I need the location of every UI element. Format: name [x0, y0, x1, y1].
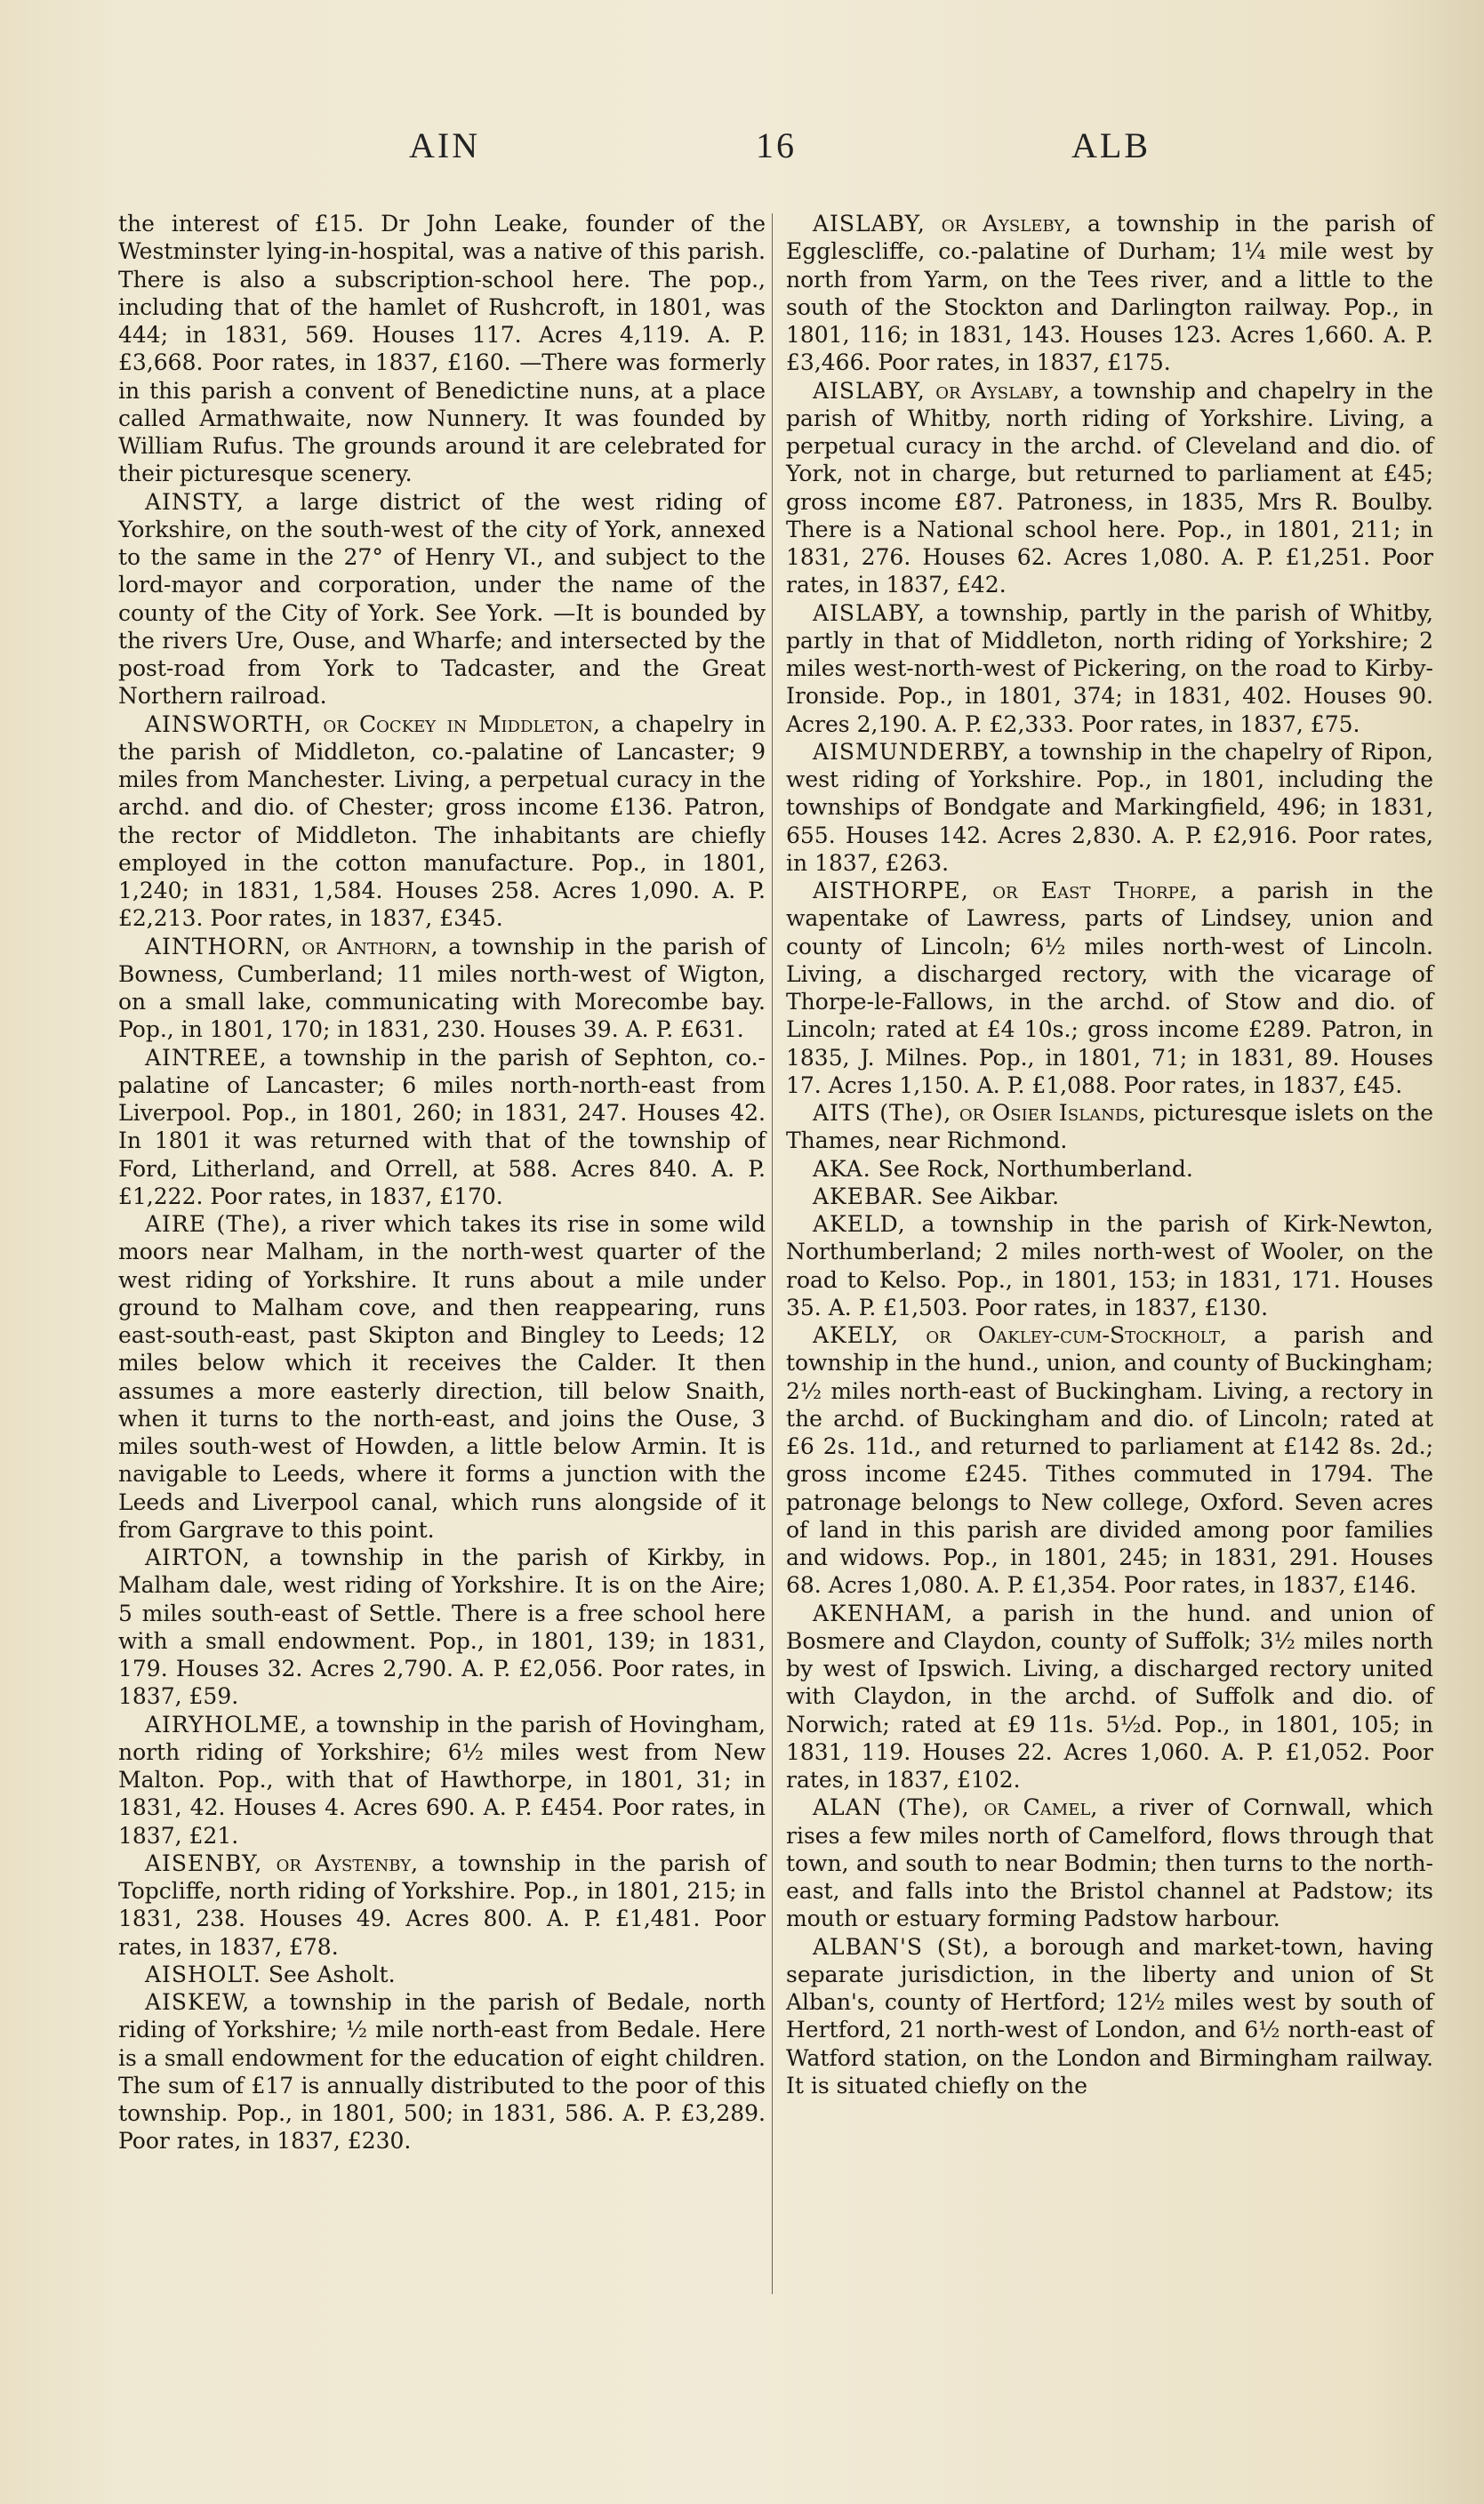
gazetteer-entry — [118, 1044, 766, 1211]
entry-text: a borough and market-town, having separate jurisdiction, in the liberty and union of St Alban's, county of Hertford; 12½ miles west by south of Hertford, 21 north-west of London, and 6½ north-east of Watford station, on the London and Birmingham railway. It is situated chiefly on the — [786, 1933, 1433, 2099]
header-left-guide-word: AIN — [409, 125, 481, 165]
entry-text: a parish and township in the hund., union, and county of Buckingham; 2½ miles north-east of Buckingham. Living, a rectory in the archd. of Buckingham and dio. of Lincoln; rated at £6 2s. 11d., and returned to parliament at £142 8s. 2d.; gross income £245. Tithes commuted in 1794. The patronage belongs to New college, Oxford. Seven acres of land in this parish are divided among poor families and widows. Pop., in 1801, 245; in 1831, 291. Houses 68. Acres 1,080. A. P. £1,354. Poor rates, in 1837, £146. — [786, 1322, 1434, 1599]
entry-alternate-name: or Anthorn, — [301, 933, 438, 959]
entry-text: the interest of £15. Dr John Leake, founder of the Westminster lying-in-hospital, was a native of this parish. There is also a subscription-school here. The pop., including that of the hamlet of Rushcroft, in 1801, was 444; in 1831, 569. Houses 117. Acres 4,119. A. P. £3,668. Poor rates, in 1837, £160. —There was formerly in this parish a convent of Benedictine nuns, at a place called Armathwaite, now Nunnery. It was founded by William Rufus. The grounds around it are celebrated for their picturesque scenery. — [118, 211, 766, 487]
entry-text: a township in the parish of Hovingham, north riding of Yorkshire; 6½ miles west from New Malton. Pop., with that of Hawthorpe, in 1801, 31; in 1831, 42. Houses 4. Acres 690. A. P. £454. Poor rates, in 1837, £21. — [118, 1711, 766, 1849]
entry-headword: AINTREE, — [145, 1044, 268, 1071]
page-number: 16 — [756, 125, 797, 165]
entry-text: See Rock, Northumberland. — [878, 1155, 1193, 1182]
entry-alternate-name: or Cockey in Middleton, — [323, 710, 600, 737]
entry-text: a river which takes its rise in some wild moors near Malham, in the north-west quarter of the west riding of Yorkshire. It runs about a mile under ground to Malham cove, and then reappearing, runs east-south-east, past Skipton and Bingley to Leeds; 12 miles below which it receives the Calder. It then assumes a more easterly direction, till below Snaith, when it turns to the north-east, and joins the Ouse, 3 miles south-west of Howden, a little below Armin. It is navigable to Leeds, where it forms a junction with the Leeds and Liverpool canal, which runs alongside of it from Gargrave to this point. — [118, 1211, 766, 1543]
gazetteer-entry — [786, 1321, 1433, 1600]
entry-text: a township, partly in the parish of Whitby, partly in that of Middleton, north riding of Yorkshire; 2 miles west-north-west of Pickering, on the road to Kirby-Ironside. Pop., in 1801, 374; in 1831, 402. Houses 90. Acres 2,190. A. P. £2,333. Poor rates, in 1837, £75. — [786, 599, 1433, 737]
right-column — [786, 210, 1433, 2099]
entry-text: a parish in the wapentake of Lawress, parts of Lindsey, union and county of Lincoln; 6½ miles north-west of Lincoln. Living, a discharged rectory, with the vicarage of Thorpe-le-Fallows, in the archd. of Stow and dio. of Lincoln; rated at £4 10s.; gross income £289. Patron, in 1835, J. Milnes. Pop., in 1801, 71; in 1831, 89. Houses 17. Acres 1,150. A. P. £1,088. Poor rates, in 1837, £45. — [786, 878, 1433, 1098]
gazetteer-entry — [118, 1850, 766, 1961]
entry-headword: AKA. — [813, 1155, 871, 1182]
gazetteer-entry — [118, 488, 766, 710]
entry-headword: AISLABY, — [813, 377, 926, 404]
entry-headword: AISTHORPE, — [813, 878, 969, 903]
gazetteer-entry — [786, 1155, 1433, 1183]
entry-text: a township in the parish of Kirkby, in Malham dale, west riding of Yorkshire. It is on the Aire; 5 miles south-east of Settle. There is a free school here with a small endowment. Pop., in 1801, 139; in 1831, 179. Houses 32. Acres 2,790. A. P. £2,056. Poor rates, in 1837, £59. — [118, 1545, 766, 1710]
entry-text: a township in the parish of Kirk-Newton, Northumberland; 2 miles north-west of Wooler, on the road to Kelso. Pop., in 1801, 153; in 1831, 171. Houses 35. A. P. £1,503. Poor rates, in 1837, £130. — [786, 1211, 1433, 1320]
gazetteer-entry — [786, 1099, 1433, 1155]
entry-text: a township in the parish of Bowness, Cumberland; 11 miles north-west of Wigton, on a small lake, communicating with Morecombe bay. Pop., in 1801, 170; in 1831, 230. Houses 39. A. P. £631. — [118, 933, 766, 1043]
entry-headword: AKENHAM, — [813, 1600, 954, 1626]
entry-text: a parish in the hund. and union of Bosmere and Claydon, county of Suffolk; 3½ miles north by west of Ipswich. Living, a discharged rectory united with Claydon, in the archd. of Suffolk and dio. of Norwich; rated at £9 11s. 5½d. Pop., in 1801, 105; in 1831, 119. Houses 22. Acres 1,060. A. P. £1,052. Poor rates, in 1837, £102. — [786, 1600, 1433, 1793]
entry-text: See Asholt. — [268, 1961, 396, 1987]
entry-text: See Aikbar. — [931, 1183, 1060, 1209]
entry-headword: AISLABY, — [813, 211, 926, 237]
entry-text: a township in the parish of Topcliffe, north riding of Yorkshire. Pop., in 1801, 215; in 1831, 238. Houses 49. Acres 800. A. P. £1,481. Poor rates, in 1837, £78. — [118, 1850, 766, 1960]
gazetteer-entry — [118, 1988, 766, 2155]
entry-headword: AISMUNDERBY, — [813, 738, 1010, 765]
entry-alternate-name: or Aystenby, — [276, 1850, 419, 1876]
entry-headword: AIRE (The), — [145, 1211, 289, 1237]
entry-headword: AINSWORTH, — [145, 710, 312, 737]
gazetteer-entry — [786, 1933, 1433, 2100]
gazetteer-entry — [786, 1210, 1433, 1321]
entry-headword: ALAN (The), — [813, 1794, 970, 1821]
entry-alternate-name: or Camel, — [983, 1794, 1098, 1821]
entry-headword: AINTHORN, — [145, 933, 292, 959]
gazetteer-entry — [786, 1794, 1433, 1932]
entry-text: picturesque islets on the Thames, near Richmond. — [786, 1100, 1433, 1154]
entry-headword: AINSTY, — [145, 488, 245, 515]
column-divider — [772, 213, 773, 2294]
entry-headword: AISLABY, — [813, 599, 926, 626]
entry-alternate-name: or Ayslaby, — [935, 377, 1060, 404]
entry-headword: AIRTON, — [145, 1545, 251, 1570]
entry-headword: AIRYHOLME, — [145, 1711, 309, 1738]
entry-headword: AKEBAR. — [813, 1183, 925, 1209]
entry-text: a large district of the west riding of Yorkshire, on the south-west of the city of York, annexed to the same in the 27° of Henry VI., and subject to the lord-mayor and corporation, under the name of the county of the City of York. See York. —It is bounded by the rivers Ure, Ouse, and Wharfe; and intersected by the post-road from York to Tadcaster, and the Great Northern railroad. — [118, 488, 766, 710]
entry-text: a township in the parish of Bedale, north riding of Yorkshire; ½ mile north-east from Bedale. Here is a small endowment for the education of eight children. The sum of £17 is annually distributed to the poor of this township. Pop., in 1801, 500; in 1831, 586. A. P. £3,289. Poor rates, in 1837, £230. — [118, 1989, 766, 2155]
gazetteer-entry — [786, 877, 1433, 1099]
gazetteer-entry — [786, 599, 1433, 738]
gazetteer-entry — [118, 1711, 766, 1850]
entry-headword: AISHOLT. — [145, 1961, 261, 1987]
gazetteer-entry — [786, 377, 1433, 599]
entry-alternate-name: or Oakley-cum-Stockholt, — [926, 1322, 1227, 1348]
entry-alternate-name: or Osier Islands, — [959, 1100, 1146, 1126]
gazetteer-entry — [786, 738, 1433, 877]
gazetteer-entry — [786, 1600, 1433, 1794]
entry-headword: AKELD, — [813, 1211, 906, 1237]
entry-text: a township in the chapelry of Ripon, west riding of Yorkshire. Pop., in 1801, including the townships of Bondgate and Markingfield, 496; in 1831, 655. Houses 142. Acres 2,830. A. P. £2,916. Poor rates, in 1837, £263. — [786, 738, 1433, 876]
entry-text: a township in the parish of Egglescliffe, co.-palatine of Durham; 1¼ mile west by north from Yarm, on the Tees river, and a little to the south of the Stockton and Darlington railway. Pop., in 1801, 116; in 1831, 143. Houses 123. Acres 1,660. A. P. £3,466. Poor rates, in 1837, £175. — [786, 211, 1434, 376]
gazetteer-entry — [118, 1210, 766, 1544]
gazetteer-entry — [786, 1183, 1433, 1210]
entry-headword: AISENBY, — [145, 1850, 263, 1876]
entry-text: a river of Cornwall, which rises a few miles north of Camelford, flows through that town, and south to near Bodmin; then turns to the north-east, and falls into the Bristol channel at Padstow; its mouth or estuary forming Padstow harbour. — [786, 1794, 1433, 1932]
entry-alternate-name: or East Thorpe, — [992, 878, 1198, 903]
entry-alternate-name: or Aysleby, — [941, 211, 1072, 237]
gazetteer-entry — [118, 933, 766, 1044]
running-header — [116, 124, 1449, 178]
gazetteer-entry — [786, 210, 1433, 377]
entry-text: a chapelry in the parish of Middleton, co.-palatine of Lancaster; 9 miles from Manchester. Living, a perpetual curacy in the archd. and dio. of Chester; gross income £136. Patron, the rector of Middleton. The inhabitants are chiefly employed in the cotton manufacture. Pop., in 1801, 1,240; in 1831, 1,584. Houses 258. Acres 1,090. A. P. £2,213. Poor rates, in 1837, £345. — [118, 710, 766, 932]
entry-headword: AISKEW, — [145, 1989, 251, 2015]
header-right-guide-word: ALB — [1071, 125, 1151, 165]
entry-headword: AKELY, — [813, 1322, 900, 1348]
entry-text: a township and chapelry in the parish of Whitby, north riding of Yorkshire. Living, a perpetual curacy in the archd. of Cleveland and dio. of York, not in charge, but returned to parliament at £45; gross income £87. Patroness, in 1835, Mrs R. Boulby. There is a National school here. Pop., in 1801, 211; in 1831, 276. Houses 62. Acres 1,080. A. P. £1,251. Poor rates, in 1837, £42. — [786, 377, 1433, 598]
gazetteer-entry — [118, 1544, 766, 1711]
entry-text: a township in the parish of Sephton, co.-palatine of Lancaster; 6 miles north-north-east from Liverpool. Pop., in 1801, 260; in 1831, 247. Houses 42. In 1801 it was returned with that of the township of Ford, Litherland, and Orrell, at 588. Acres 840. A. P. £1,222. Poor rates, in 1837, £170. — [118, 1044, 766, 1209]
entry-headword: ALBAN'S (St), — [813, 1933, 991, 1960]
gazetteer-entry — [118, 210, 766, 488]
left-column — [118, 210, 766, 2155]
entry-headword: AITS (The), — [813, 1100, 952, 1126]
gazetteer-entry — [118, 710, 766, 933]
gazetteer-entry — [118, 1961, 766, 1988]
